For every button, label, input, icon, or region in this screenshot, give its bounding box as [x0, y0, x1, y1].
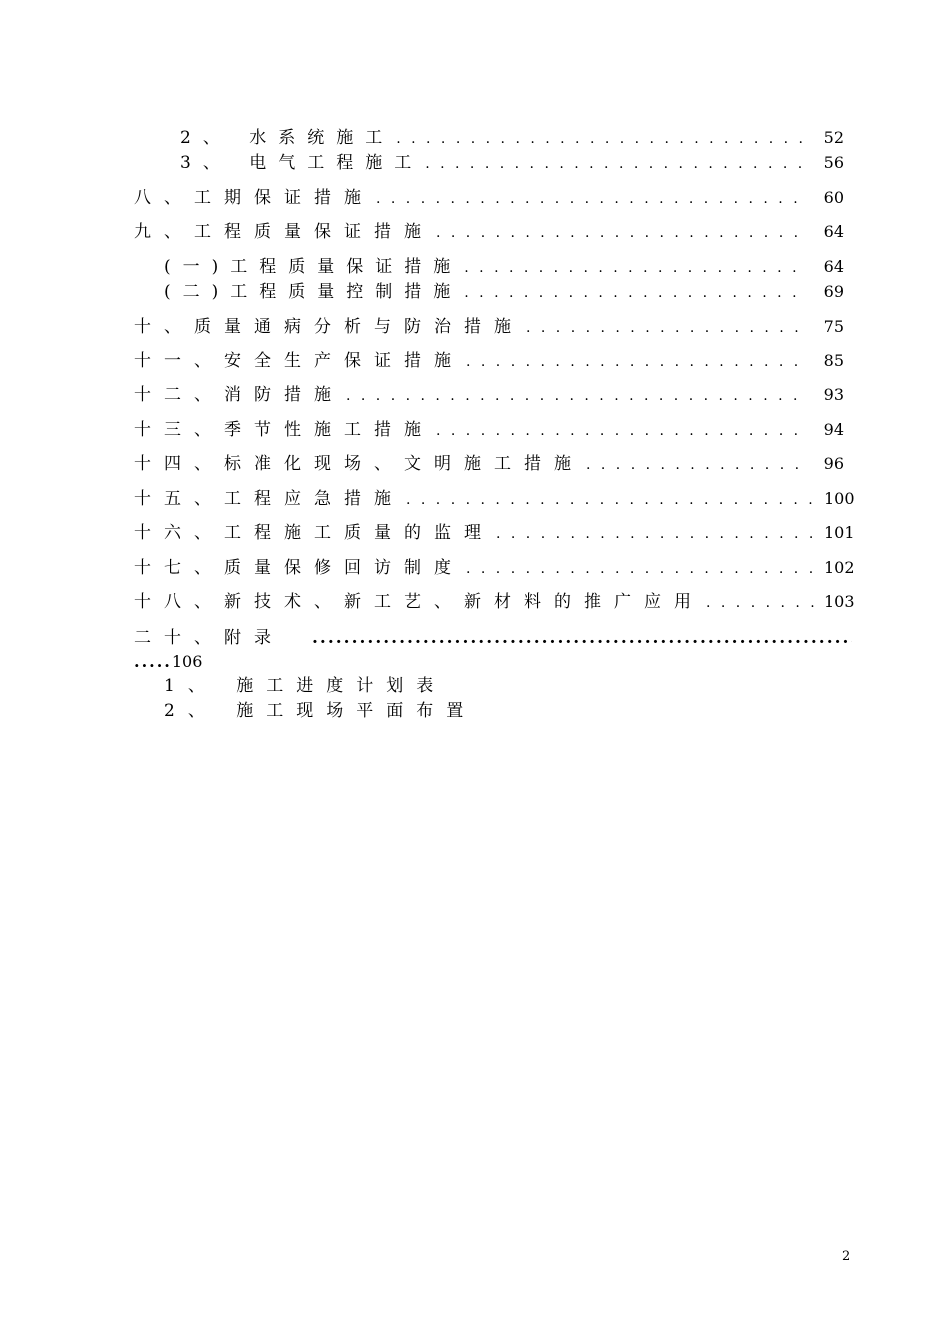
toc-leader-dots [425, 152, 802, 176]
toc-leader-dots [436, 419, 802, 443]
toc-entry-page: 75 [823, 317, 844, 336]
toc-appendix-page-line [134, 650, 202, 674]
toc-entry-label: 九、工程质量保证措施 [134, 222, 434, 242]
toc-entry-label: 十三、季节性施工措施 [134, 420, 434, 440]
toc-entry-page: 93 [823, 385, 844, 404]
toc-entry-label: 十一、安全生产保证措施 [134, 351, 464, 371]
toc-entry-page: 96 [823, 454, 844, 473]
toc-entry-label: (一)工程质量保证措施 [164, 257, 463, 277]
toc-entry-label: 十二、消防措施 [134, 385, 344, 405]
toc-entry-page: 64 [823, 257, 844, 276]
toc-entry-page: 103 [824, 592, 855, 611]
toc-leader-dots [436, 221, 802, 245]
toc-entry-page: 94 [823, 420, 844, 439]
appendix-item[interactable]: 1、 施工进度计划表 [164, 676, 447, 696]
toc-entry[interactable] [134, 418, 844, 442]
toc-entry[interactable] [134, 452, 844, 476]
toc-leader-dots [466, 557, 814, 581]
toc-leader-dots [464, 281, 802, 305]
toc-entry-page: 85 [823, 351, 844, 370]
toc-entry-page: 101 [824, 523, 855, 542]
toc-leader-dots [706, 591, 814, 615]
toc-entry-page: 102 [824, 558, 855, 577]
page-number: 2 [842, 1249, 851, 1264]
toc-leader-dots: ..... [134, 652, 172, 671]
toc-entry[interactable] [134, 556, 854, 580]
toc-entry[interactable] [134, 521, 854, 545]
toc-entry-label: 十七、质量保修回访制度 [134, 558, 464, 578]
toc-entry-label: 十五、工程应急措施 [134, 489, 404, 509]
toc-entry-label: (二)工程质量控制措施 [164, 282, 463, 302]
toc-entry[interactable] [134, 186, 844, 210]
toc-entry-label: 十八、新技术、新工艺、新材料的推广应用 [134, 592, 704, 612]
toc-entry-label: 2、 水系统施工 [180, 128, 395, 148]
toc-leader-dots [406, 488, 814, 512]
toc-entry-page: 69 [823, 282, 844, 301]
toc-entry-label: 3、 电气工程施工 [180, 153, 424, 173]
toc-leader-dots [464, 256, 802, 280]
toc-entry-appendix[interactable] [134, 626, 852, 650]
toc-entry[interactable] [134, 383, 844, 407]
toc-leader-dots [586, 453, 802, 477]
toc-entry[interactable] [134, 315, 844, 339]
toc-leader-dots [496, 522, 814, 546]
toc-entry-label: 十、质量通病分析与防治措施 [134, 317, 524, 337]
toc-entry-label: 十四、标准化现场、文明施工措施 [134, 454, 584, 474]
toc-entry[interactable] [134, 487, 854, 511]
toc-leader-dots [526, 316, 802, 340]
toc-entry[interactable] [180, 151, 844, 175]
appendix-item[interactable]: 2、 施工现场平面布置 [164, 701, 477, 721]
toc-leader-dots [466, 350, 802, 374]
toc-entry-page: 52 [823, 128, 844, 147]
toc-entry-page: 100 [824, 489, 855, 508]
toc-entry[interactable] [164, 255, 844, 279]
toc-leader-dots [376, 187, 802, 211]
toc-entry-page: 106 [171, 652, 203, 671]
toc-entry-label: 十六、工程施工质量的监理 [134, 523, 494, 543]
toc-leader-dots [312, 626, 852, 650]
toc-entry[interactable] [164, 280, 844, 304]
toc-entry-label: 八、工期保证措施 [134, 188, 374, 208]
toc-entry-label: 二十、附录 [134, 628, 284, 648]
toc-entry[interactable] [134, 349, 844, 373]
toc-entry-page: 56 [823, 153, 844, 172]
toc-leader-dots [396, 127, 802, 151]
toc-entry-page: 64 [823, 222, 844, 241]
toc-entry-page: 60 [823, 188, 844, 207]
toc-leader-dots [346, 384, 802, 408]
toc-entry[interactable] [134, 220, 844, 244]
toc-entry[interactable] [134, 590, 854, 614]
toc-entry[interactable] [180, 126, 844, 150]
